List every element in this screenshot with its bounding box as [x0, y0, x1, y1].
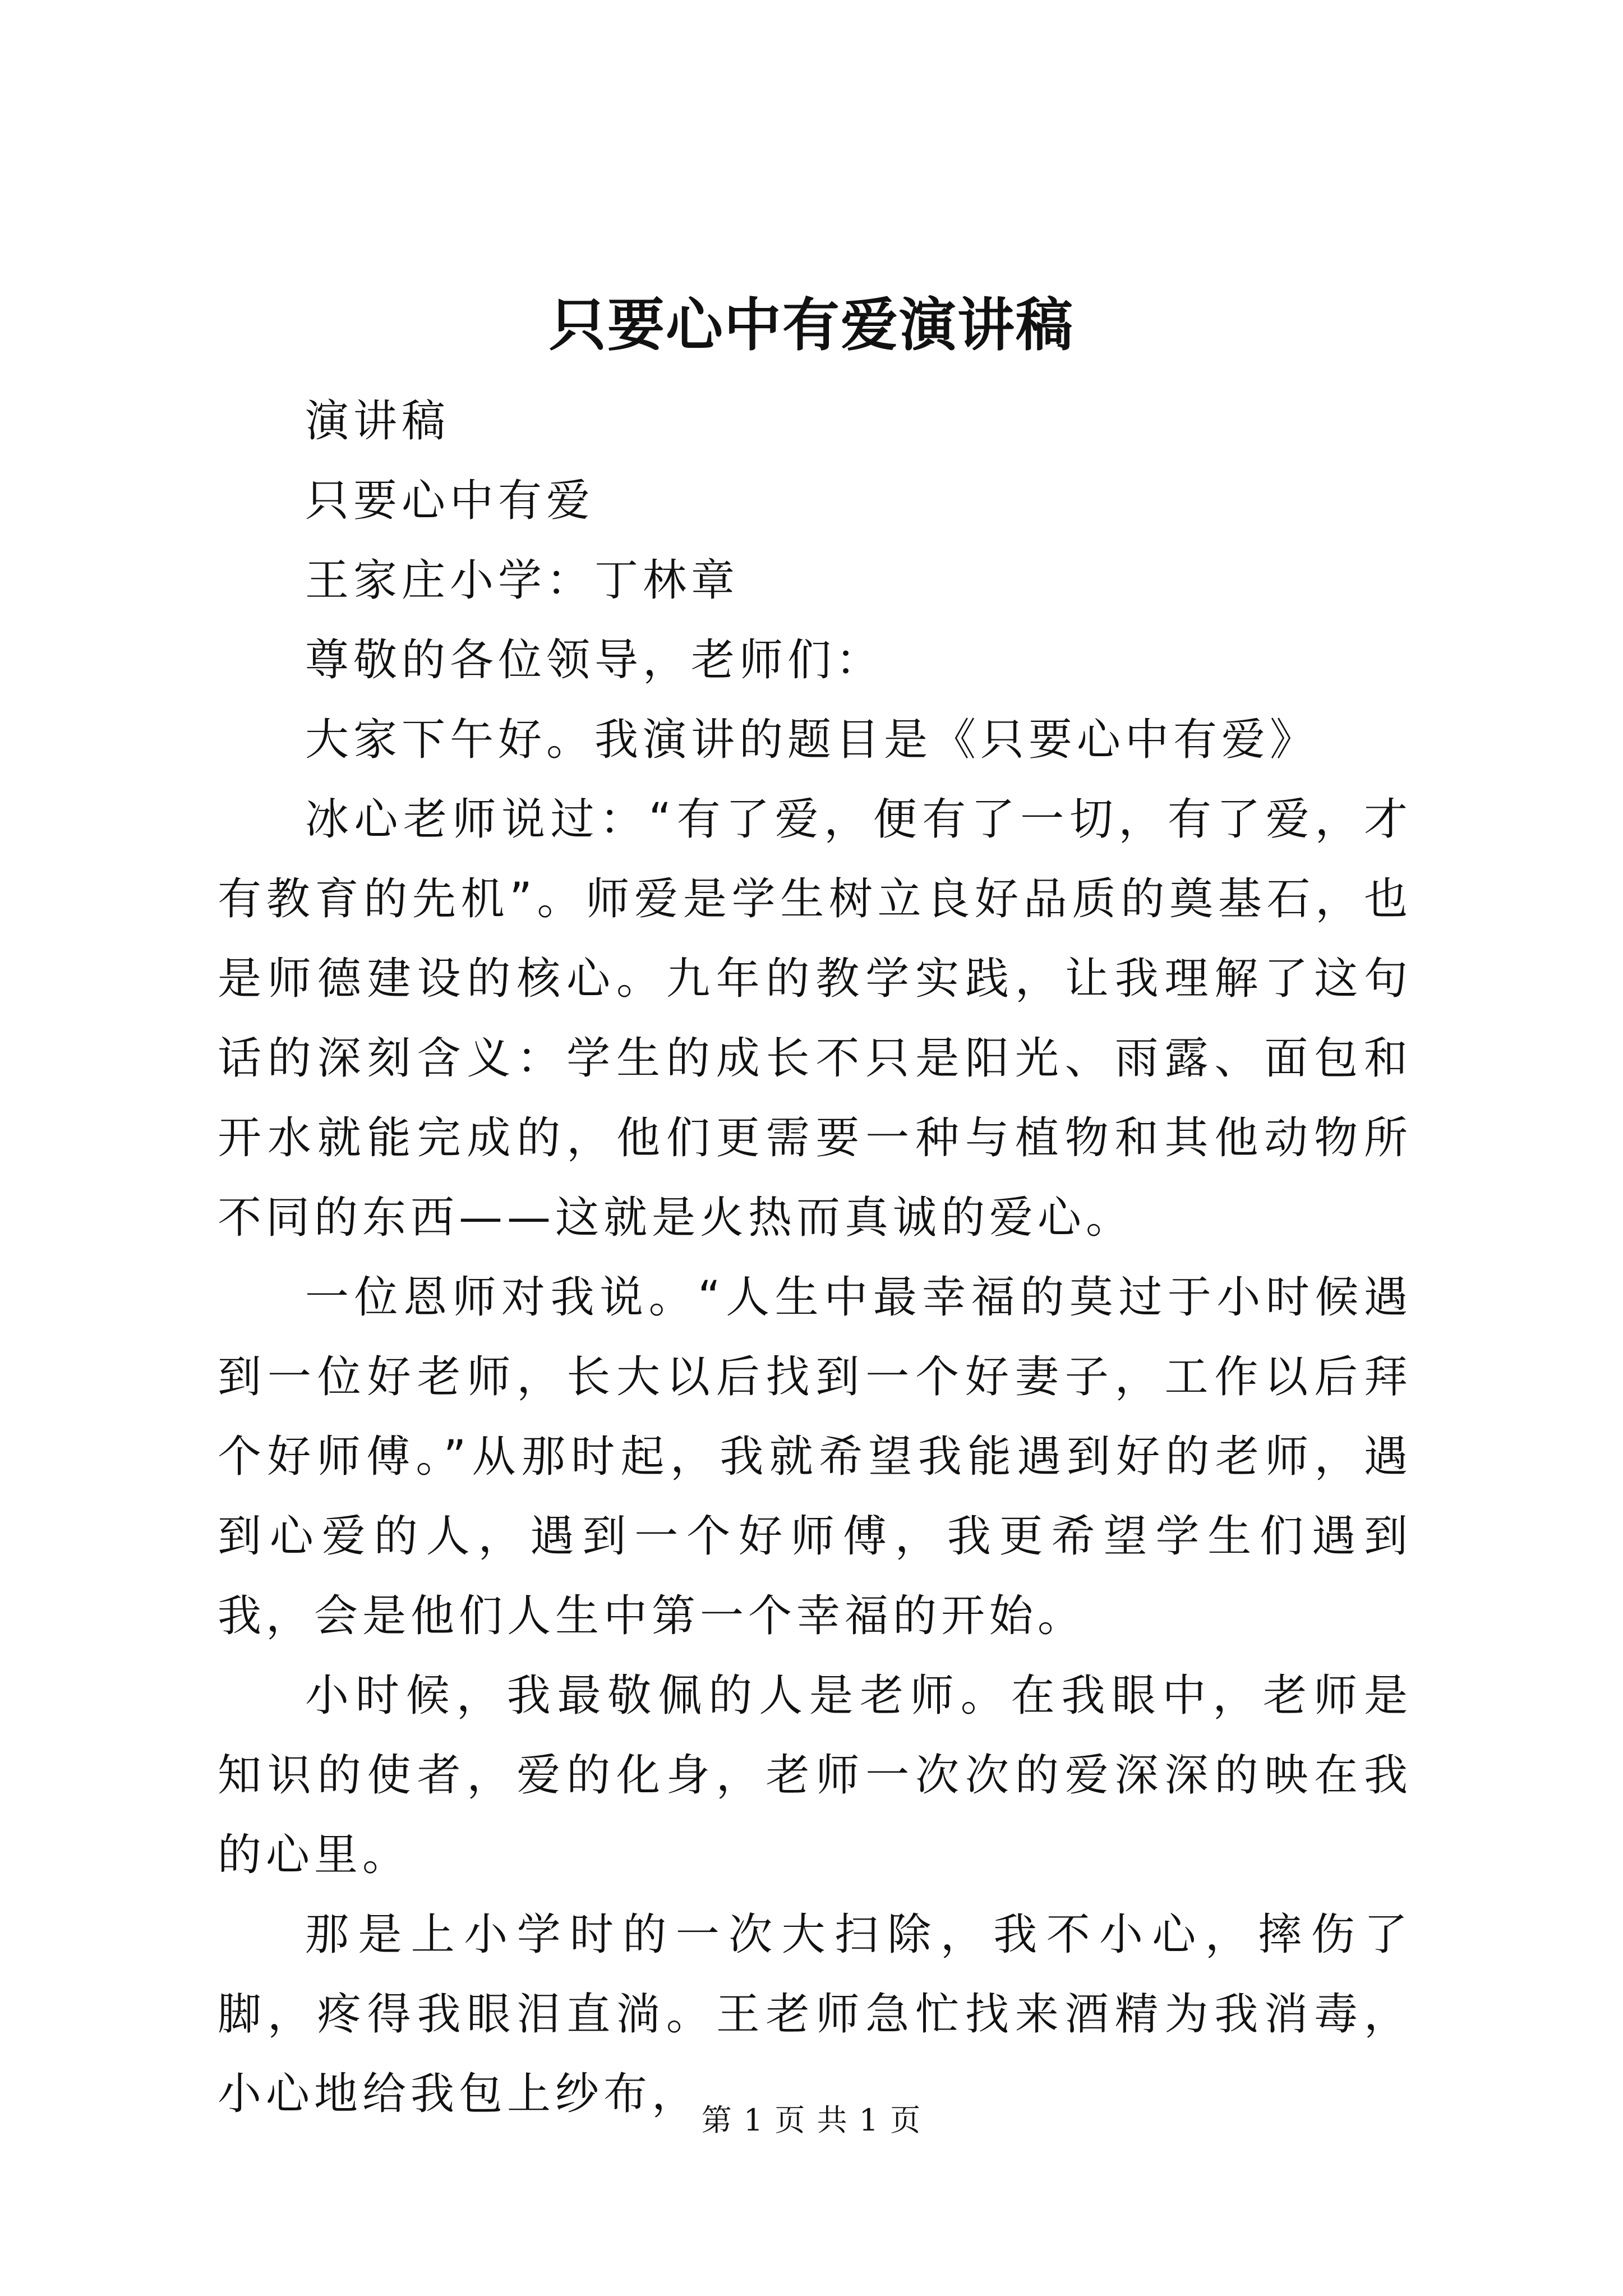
paragraph-body: 一位恩师对我说。“人生中最幸福的莫过于小时候遇到一位好老师，长大以后找到一个好妻子，工作以后拜个好师傅。”从那时起，我就希望我能遇到好的老师，遇到心爱的人，遇到一个好师傅，我更希望学生们遇到我，会是他们人生中第一个幸福的开始。 [218, 1272, 1412, 1641]
paragraph-salutation: 尊敬的各位领导，老师们： [305, 635, 884, 685]
paragraph-author: 王家庄小学：丁林章 [305, 555, 740, 606]
paragraph-body: 小时候，我最敬佩的人是老师。在我眼中，老师是知识的使者，爱的化身，老师一次次的爱深深的映在我的心里。 [218, 1671, 1412, 1880]
paragraph-body: 冰心老师说过：“有了爱，便有了一切，有了爱，才有教育的先机”。师爱是学生树立良好品质的奠基石，也是师德建设的核心。九年的教学实践，让我理解了这句话的深刻含义：学生的成长不只是阳光、雨露、面包和开水就能完成的，他们更需要一种与植物和其他动物所不同的东西——这就是火热而真诚的爱心。 [218, 794, 1412, 1243]
paragraph-body: 那是上小学时的一次大扫除，我不小心，摔伤了脚，疼得我眼泪直淌。王老师急忙找来酒精为我消毒，小心地给我包上纱布， [218, 1910, 1412, 2119]
document-title: 只要心中有爱演讲稿 [549, 292, 1074, 359]
paragraph-subtitle: 只要心中有爱 [305, 476, 595, 526]
document-body [218, 381, 1412, 2134]
paragraph-label: 演讲稿 [305, 396, 450, 447]
page-footer: 第 1 页 共 1 页 [701, 2102, 922, 2138]
paragraph-greeting: 大家下午好。我演讲的题目是《只要心中有爱》 [305, 715, 1318, 765]
